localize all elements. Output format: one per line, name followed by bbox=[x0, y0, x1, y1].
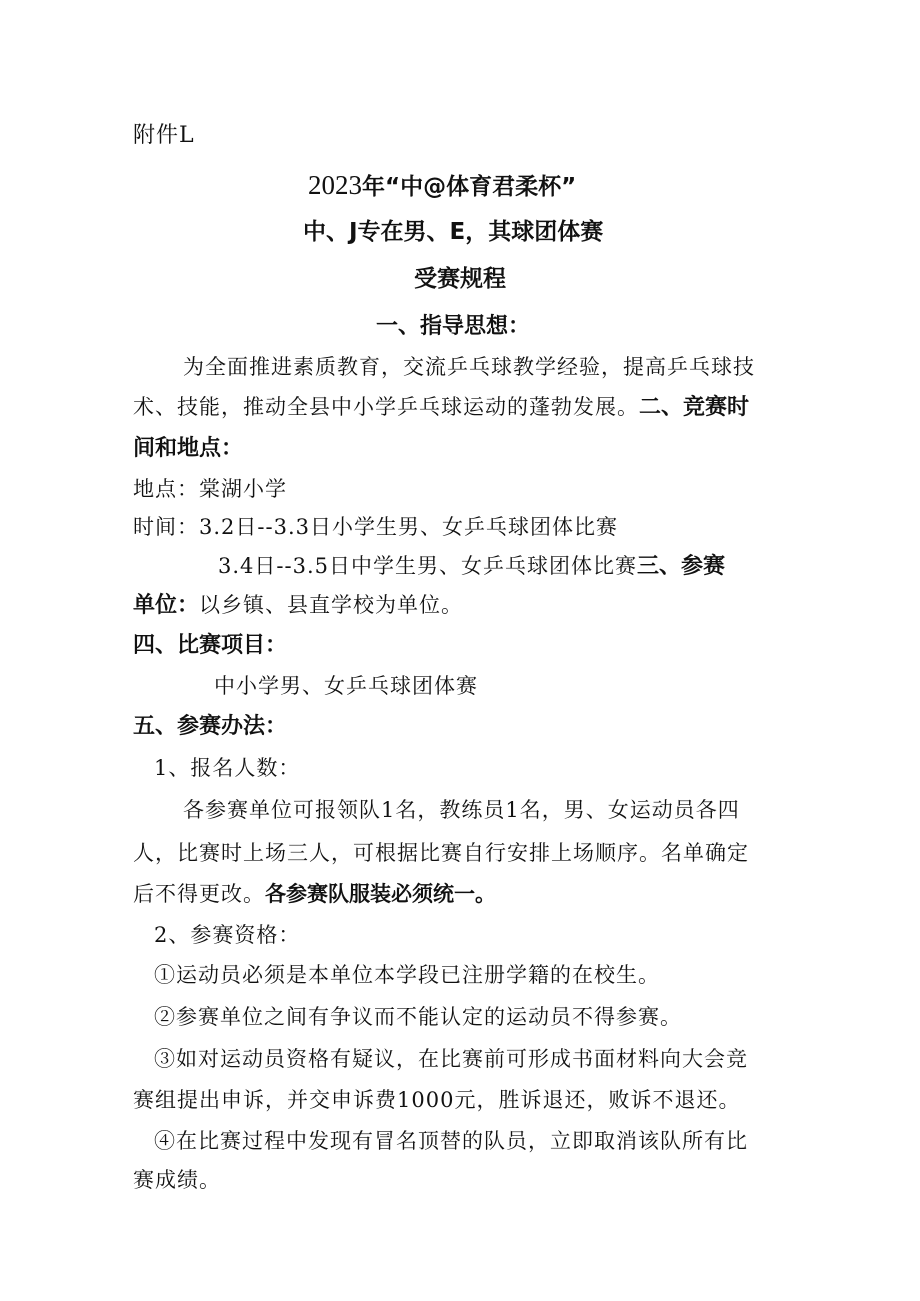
title-line-1-text: 年“中@体育君柔杯” bbox=[362, 174, 577, 200]
title-line-3: 受赛规程 bbox=[414, 266, 506, 292]
section-4-item: 中小学男、女乒乓球团体赛 bbox=[214, 674, 478, 698]
section-1-para-text: 术、技能，推动全县中小学乒乓球运动的蓬勃发展。 bbox=[133, 395, 639, 419]
rule-3-line-1: ③如对运动员资格有疑议，在比赛前可形成书面材料向大会竞 bbox=[154, 1047, 748, 1071]
time-line-2 bbox=[218, 556, 725, 578]
sub-2-title: 2、参赛资格： bbox=[154, 923, 301, 947]
rule-4-line-2: 赛成绩。 bbox=[133, 1168, 221, 1192]
location-line: 地点：棠湖小学 bbox=[133, 477, 287, 501]
time-line-2-text: 3.4日--3.5日中学生男、女乒乓球团体比赛 bbox=[218, 554, 637, 578]
title-year: 2023 bbox=[308, 170, 362, 200]
sub-1-line-3 bbox=[133, 884, 496, 905]
sub-1-line-3-text: 后不得更改。 bbox=[133, 882, 265, 906]
section-3-heading-part-1: 三、参赛 bbox=[636, 554, 725, 579]
time-line-1: 时间：3.2日--3.3日小学生男、女乒乓球团体比赛 bbox=[133, 515, 618, 539]
section-3-heading-part-2: 单位： bbox=[133, 593, 200, 618]
title-line-2: 中、J专在男、E，其球团体赛 bbox=[303, 219, 604, 245]
rule-4-line-1: ④在比赛过程中发现有冒名顶替的队员，立即取消该队所有比 bbox=[154, 1129, 748, 1153]
sub-1-title: 1、报名人数： bbox=[154, 756, 301, 780]
rule-3-line-2: 赛组提出申诉，并交申诉费1000元，胜诉退还，败诉不退还。 bbox=[133, 1088, 741, 1112]
section-1-heading: 一、指导思想： bbox=[376, 314, 531, 339]
section-1-para-line-1: 为全面推进素质教育，交流乒乓球教学经验，提高乒乓球技 bbox=[183, 355, 755, 379]
title-line-1 bbox=[308, 172, 576, 199]
sub-1-line-1: 各参赛单位可报领队1名，教练员1名，男、女运动员各四 bbox=[183, 798, 740, 822]
uniform-requirement: 各参赛队服装必须统一。 bbox=[265, 882, 496, 906]
rule-1: ①运动员必须是本单位本学段已注册学籍的在校生。 bbox=[154, 963, 660, 987]
section-2-heading-part-1: 二、竞赛时 bbox=[639, 395, 750, 420]
section-3-line bbox=[133, 595, 463, 617]
section-2-heading-part-2: 间和地点： bbox=[133, 436, 244, 461]
section-1-para-line-2 bbox=[133, 397, 749, 419]
section-4-heading: 四、比赛项目： bbox=[133, 633, 288, 658]
attachment-label: 附件L bbox=[133, 123, 195, 148]
section-5-heading: 五、参赛办法： bbox=[133, 714, 288, 739]
sub-1-line-2: 人，比赛时上场三人，可根据比赛自行安排上场顺序。名单确定 bbox=[133, 841, 749, 865]
rule-2: ②参赛单位之间有争议而不能认定的运动员不得参赛。 bbox=[154, 1005, 682, 1029]
section-3-text: 以乡镇、县直学校为单位。 bbox=[199, 593, 464, 617]
